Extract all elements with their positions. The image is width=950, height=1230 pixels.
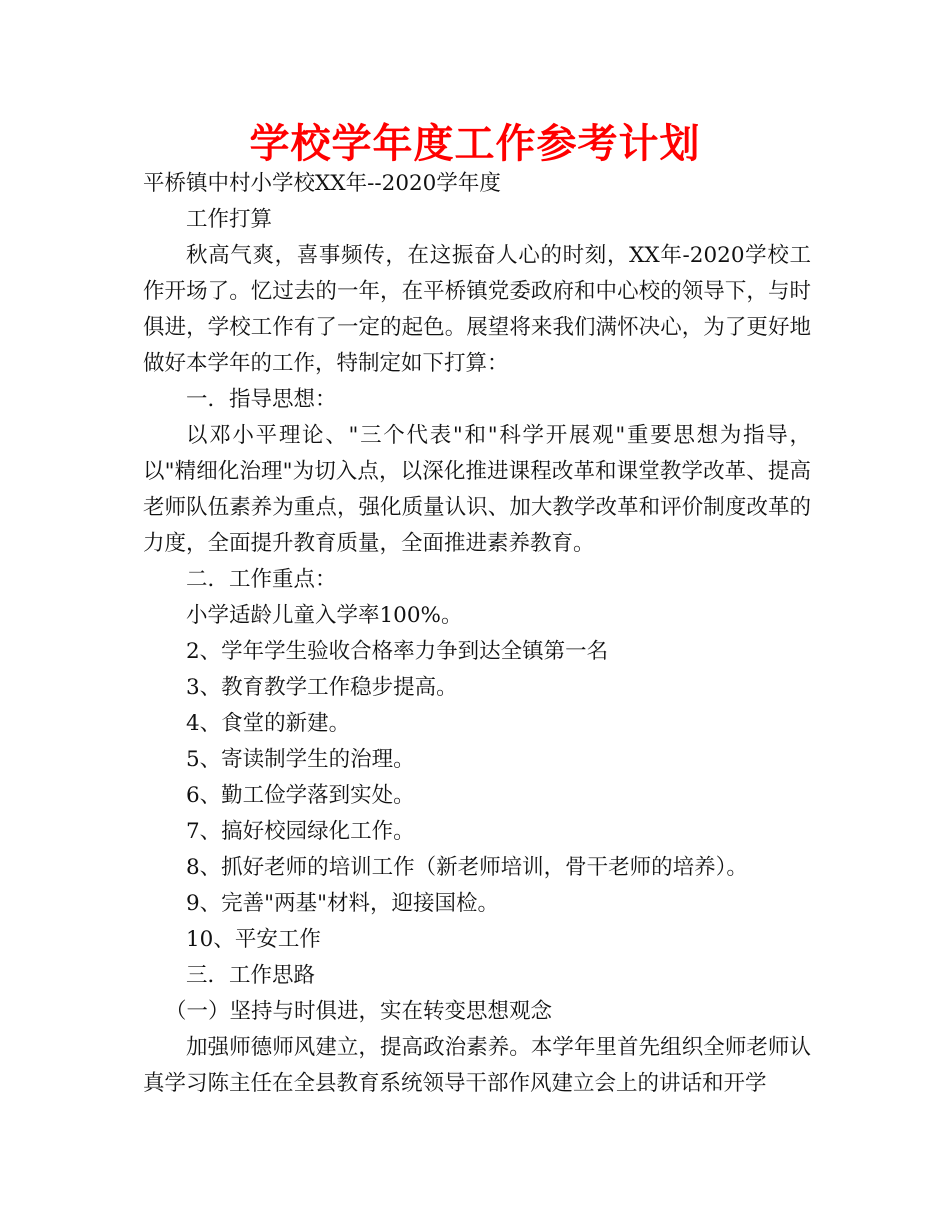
list-item: 10、平安工作 (186, 927, 321, 952)
intro-paragraph: 秋高气爽，喜事频传，在这振奋人心的时刻，XX年-2020学校工作开场了。忆过去的一年，在平桥镇党委政府和中心校的领导下，与时俱进，学校工作有了一定的起色。展望将来我们满怀决心，为了更好地做好本学年的工作，特制定如下打算： (143, 243, 811, 376)
list-item: 8、抓好老师的培训工作（新老师培训，骨干老师的培养）。 (186, 855, 748, 880)
document-title: 学校学年度工作参考计划 (249, 121, 701, 167)
guiding-thought-paragraph: 以邓小平理论、"三个代表"和"科学开展观"重要思想为指导，以"精细化治理"为切入点，以深化推进课程改革和课堂教学改革、提高老师队伍素养为重点，强化质量认识、加大教学改革和评价制度改革的力度，全面提升教育质量，全面推进素养教育。 (143, 423, 811, 556)
section-heading-2: 二．工作重点： (186, 567, 337, 592)
document-body (143, 166, 811, 1102)
subsection-heading: （一）坚持与时俱进，实在转变思想观念 (165, 999, 553, 1024)
list-item: 3、教育教学工作稳步提高。 (186, 675, 458, 700)
list-item: 4、食堂的新建。 (186, 711, 351, 736)
section-heading-1: 一．指导思想： (186, 387, 337, 412)
list-item: 6、勤工俭学落到实处。 (186, 783, 415, 808)
school-line: 平桥镇中村小学校XX年--2020学年度 (143, 171, 501, 196)
list-item: 7、搞好校园绿化工作。 (186, 819, 415, 844)
list-item: 小学适龄儿童入学率100%。 (186, 603, 463, 628)
plan-subtitle: 工作打算 (186, 207, 273, 232)
list-item: 2、学年学生验收合格率力争到达全镇第一名 (186, 639, 609, 664)
list-item: 9、完善"两基"材料，迎接国检。 (186, 891, 499, 916)
ethics-paragraph: 加强师德师风建立，提高政治素养。本学年里首先组织全师老师认真学习陈主任在全县教育系统领导干部作风建立会上的讲话和开学 (143, 1035, 811, 1096)
section-heading-3: 三．工作思路 (186, 963, 316, 988)
list-item: 5、寄读制学生的治理。 (186, 747, 415, 772)
